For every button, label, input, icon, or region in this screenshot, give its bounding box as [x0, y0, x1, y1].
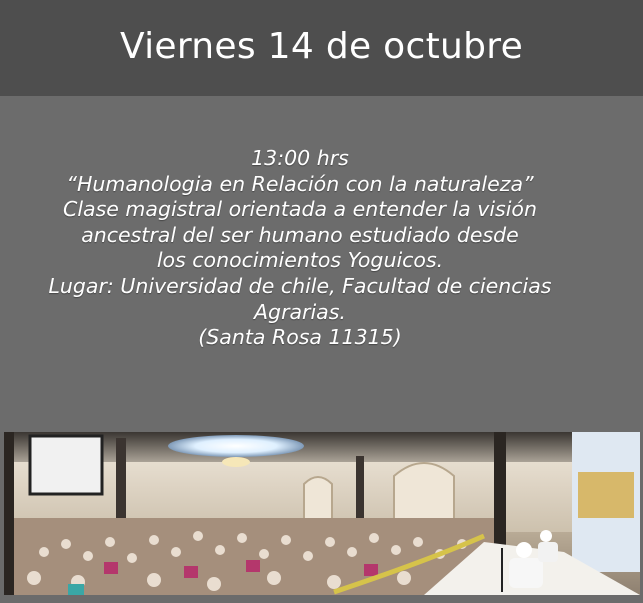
- event-title: “Humanologia en Relación con la naturaleza”: [66, 171, 534, 196]
- yoga-hall-photo-illustration: [4, 432, 640, 595]
- bottom-border: [0, 595, 643, 603]
- event-photo: [4, 432, 640, 595]
- header-bar: [0, 0, 643, 96]
- event-details: [0, 146, 600, 351]
- page-title: Viernes 14 de octubre: [119, 25, 524, 67]
- event-time: 13:00 hrs: [251, 146, 349, 170]
- event-description-line-3: los conocimientos Yoguicos.: [156, 248, 444, 273]
- event-location-line-1: Lugar: Universidad de chile, Facultad de ciencias: [48, 273, 552, 298]
- event-address: (Santa Rosa 11315): [198, 325, 402, 350]
- event-description-line-2: ancestral del ser humano estudiado desde: [81, 222, 519, 247]
- event-location-line-2: Agrarias.: [254, 299, 346, 324]
- event-description-line-1: Clase magistral orientada a entender la visión: [63, 197, 537, 222]
